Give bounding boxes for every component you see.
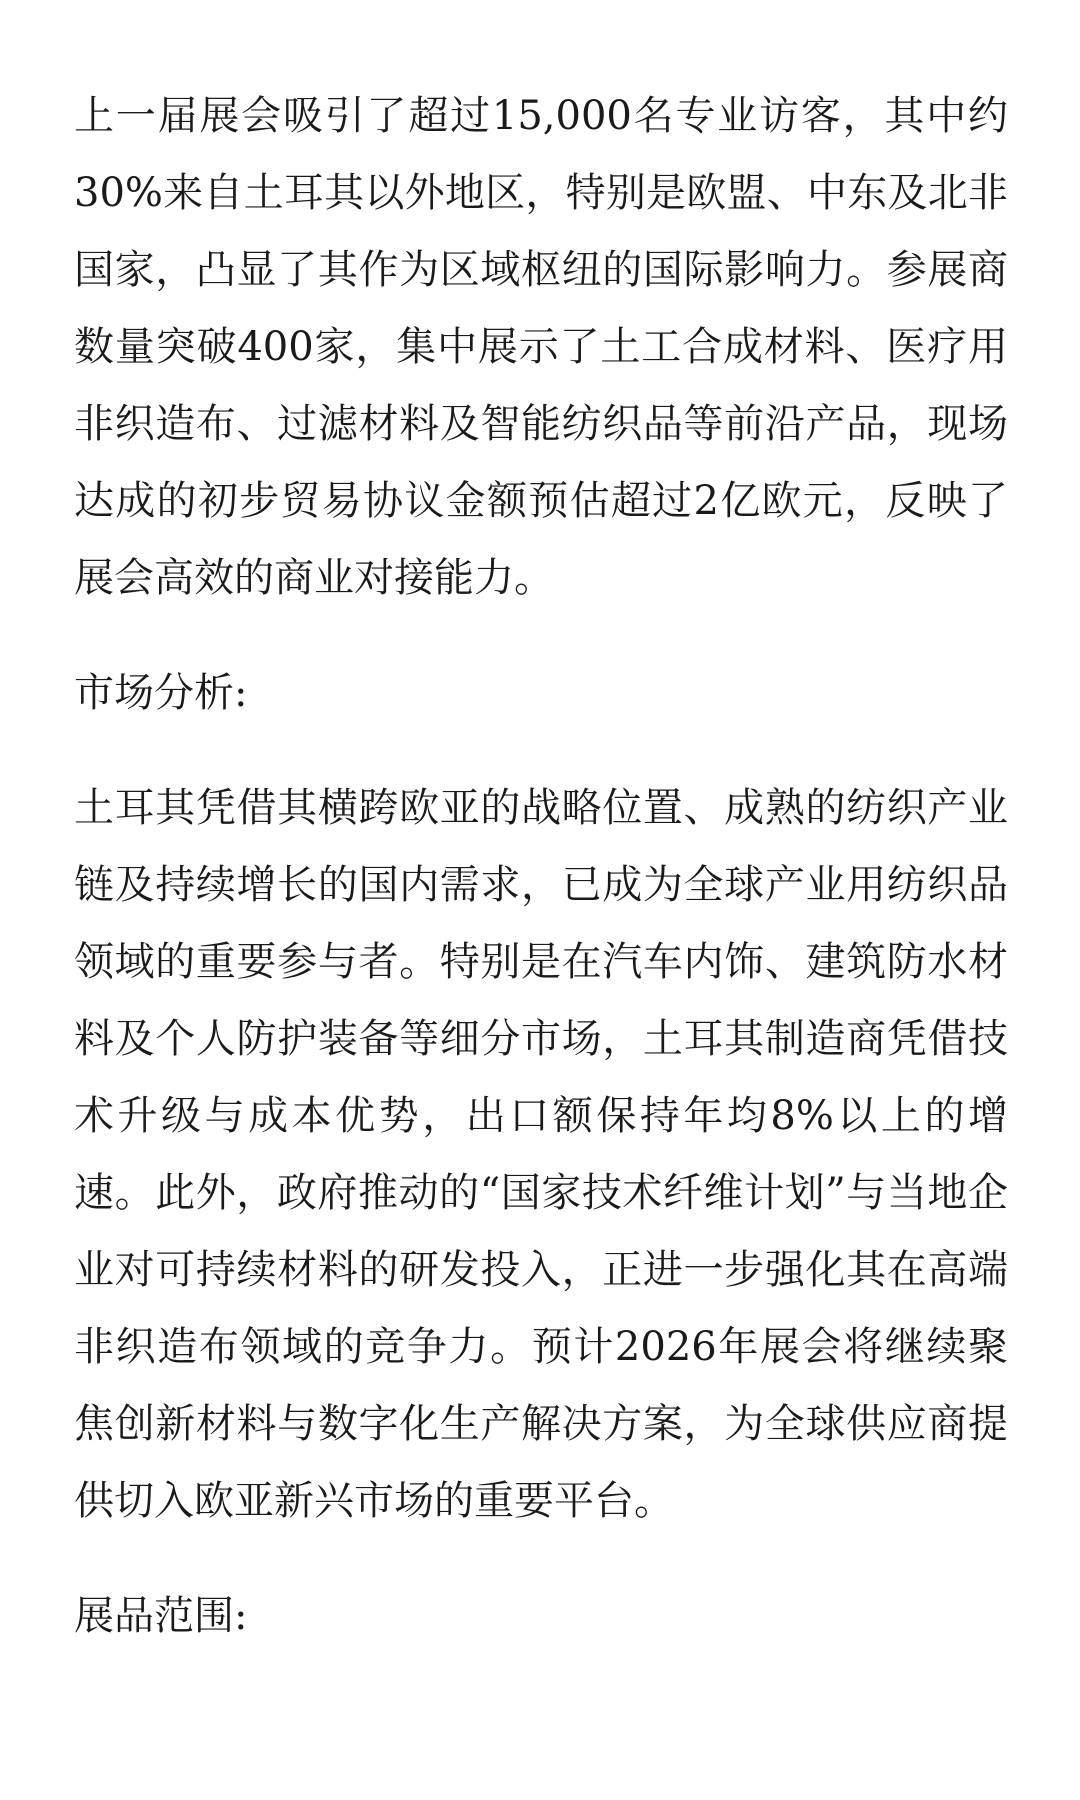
- article-body: [74, 78, 1008, 1693]
- paragraph-exhibition-stats: 上一届展会吸引了超过15,000名专业访客，其中约30%来自土耳其以外地区，特别是欧盟、中东及北非国家，凸显了其作为区域枢纽的国际影响力。参展商数量突破400家，集中展示了土工合成材料、医疗用非织造布、过滤材料及智能纺织品等前沿产品，现场达成的初步贸易协议金额预估超过2亿欧元，反映了展会高效的商业对接能力。: [74, 93, 1008, 601]
- heading-exhibit-scope: 展品范围:: [74, 1593, 248, 1639]
- heading-market-analysis: 市场分析:: [74, 670, 248, 716]
- paragraph-market-analysis: 土耳其凭借其横跨欧亚的战略位置、成熟的纺织产业链及持续增长的国内需求，已成为全球产业用纺织品领域的重要参与者。特别是在汽车内饰、建筑防水材料及个人防护装备等细分市场，土耳其制造商凭借技术升级与成本优势，出口额保持年均8%以上的增速。此外，政府推动的“国家技术纤维计划”与当地企业对可持续材料的研发投入，正进一步强化其在高端非织造布领域的竞争力。预计2026年展会将继续聚焦创新材料与数字化生产解决方案，为全球供应商提供切入欧亚新兴市场的重要平台。: [74, 785, 1008, 1524]
